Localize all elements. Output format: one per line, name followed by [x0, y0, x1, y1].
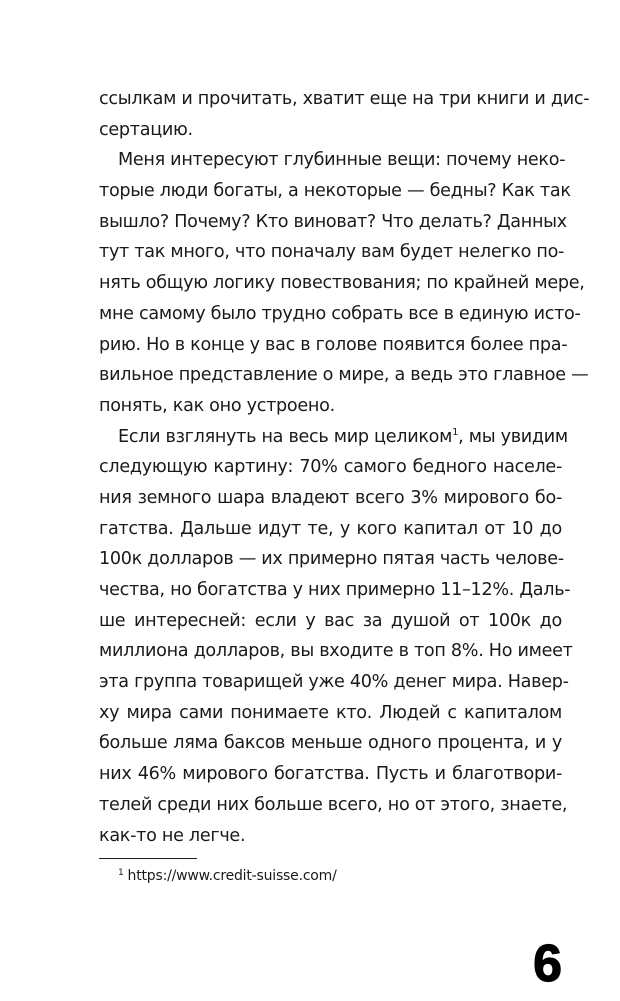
text-line: них 46% мирового богатства. Пусть и благотвори-: [99, 764, 562, 785]
text-line: миллиона долларов, вы входите в топ 8%. Но имеет: [99, 641, 573, 662]
footnote-number: 1: [118, 868, 124, 878]
text-line: телей среди них больше всего, но от этого, знаете,: [99, 794, 568, 815]
text-line: ху мира сами понимаете кто. Людей с капиталом: [99, 702, 562, 723]
text-line: ссылкам и прочитать, хватит еще на три книги и дис-: [99, 89, 590, 109]
text-line: эта группа товарищей уже 40% денег мира. Навер-: [99, 672, 569, 693]
text-line: вышло? Почему? Кто виноват? Что делать? Данных: [99, 211, 567, 232]
text-line: сертацию.: [99, 119, 193, 140]
text-line: Меня интересуют глубинные вещи: почему неко-: [118, 150, 566, 171]
text-line: нять общую логику повествования; по крайней мере,: [99, 273, 585, 294]
body-text: [99, 84, 590, 851]
text-line: торые люди богаты, а некоторые — бедны? Как так: [99, 181, 571, 202]
text-line: мне самому было трудно собрать все в единую исто-: [99, 303, 581, 324]
text-line: как-то не легче.: [99, 825, 246, 846]
text-line: 100к долларов — их примерно пятая часть челове-: [99, 549, 564, 570]
footnote-link[interactable]: https://www.credit-suisse.com/: [127, 868, 337, 884]
text-line: ше интересней: если у вас за душой от 100к до: [99, 610, 562, 631]
text-line: больше ляма баксов меньше одного процента, и у: [99, 733, 562, 754]
page-number: 6: [533, 935, 562, 993]
footnote: [118, 866, 337, 886]
text-line: [99, 422, 568, 453]
text-line: тут так много, что поначалу вам будет нелегко по-: [99, 242, 565, 263]
text-line: чества, но богатства у них примерно 11–12%. Даль-: [99, 580, 571, 600]
text-line: рию. Но в конце у вас в голове появится более пра-: [99, 334, 568, 355]
text-line: вильное представление о мире, а ведь это главное —: [99, 365, 589, 386]
text-line-end: , мы увидим: [458, 426, 568, 447]
footnote-divider: [99, 858, 197, 859]
footnote-reference[interactable]: 1: [452, 426, 459, 438]
text-line: следующую картину: 70% самого бедного населе-: [99, 457, 562, 478]
text-line: гатства. Дальше идут те, у кого капитал от 10 до: [99, 518, 562, 539]
text-line-start: Если взглянуть на весь мир целиком: [118, 426, 453, 447]
text-line: понять, как оно устроено.: [99, 395, 335, 416]
text-line: ния земного шара владеют всего 3% мирового бо-: [99, 487, 562, 508]
